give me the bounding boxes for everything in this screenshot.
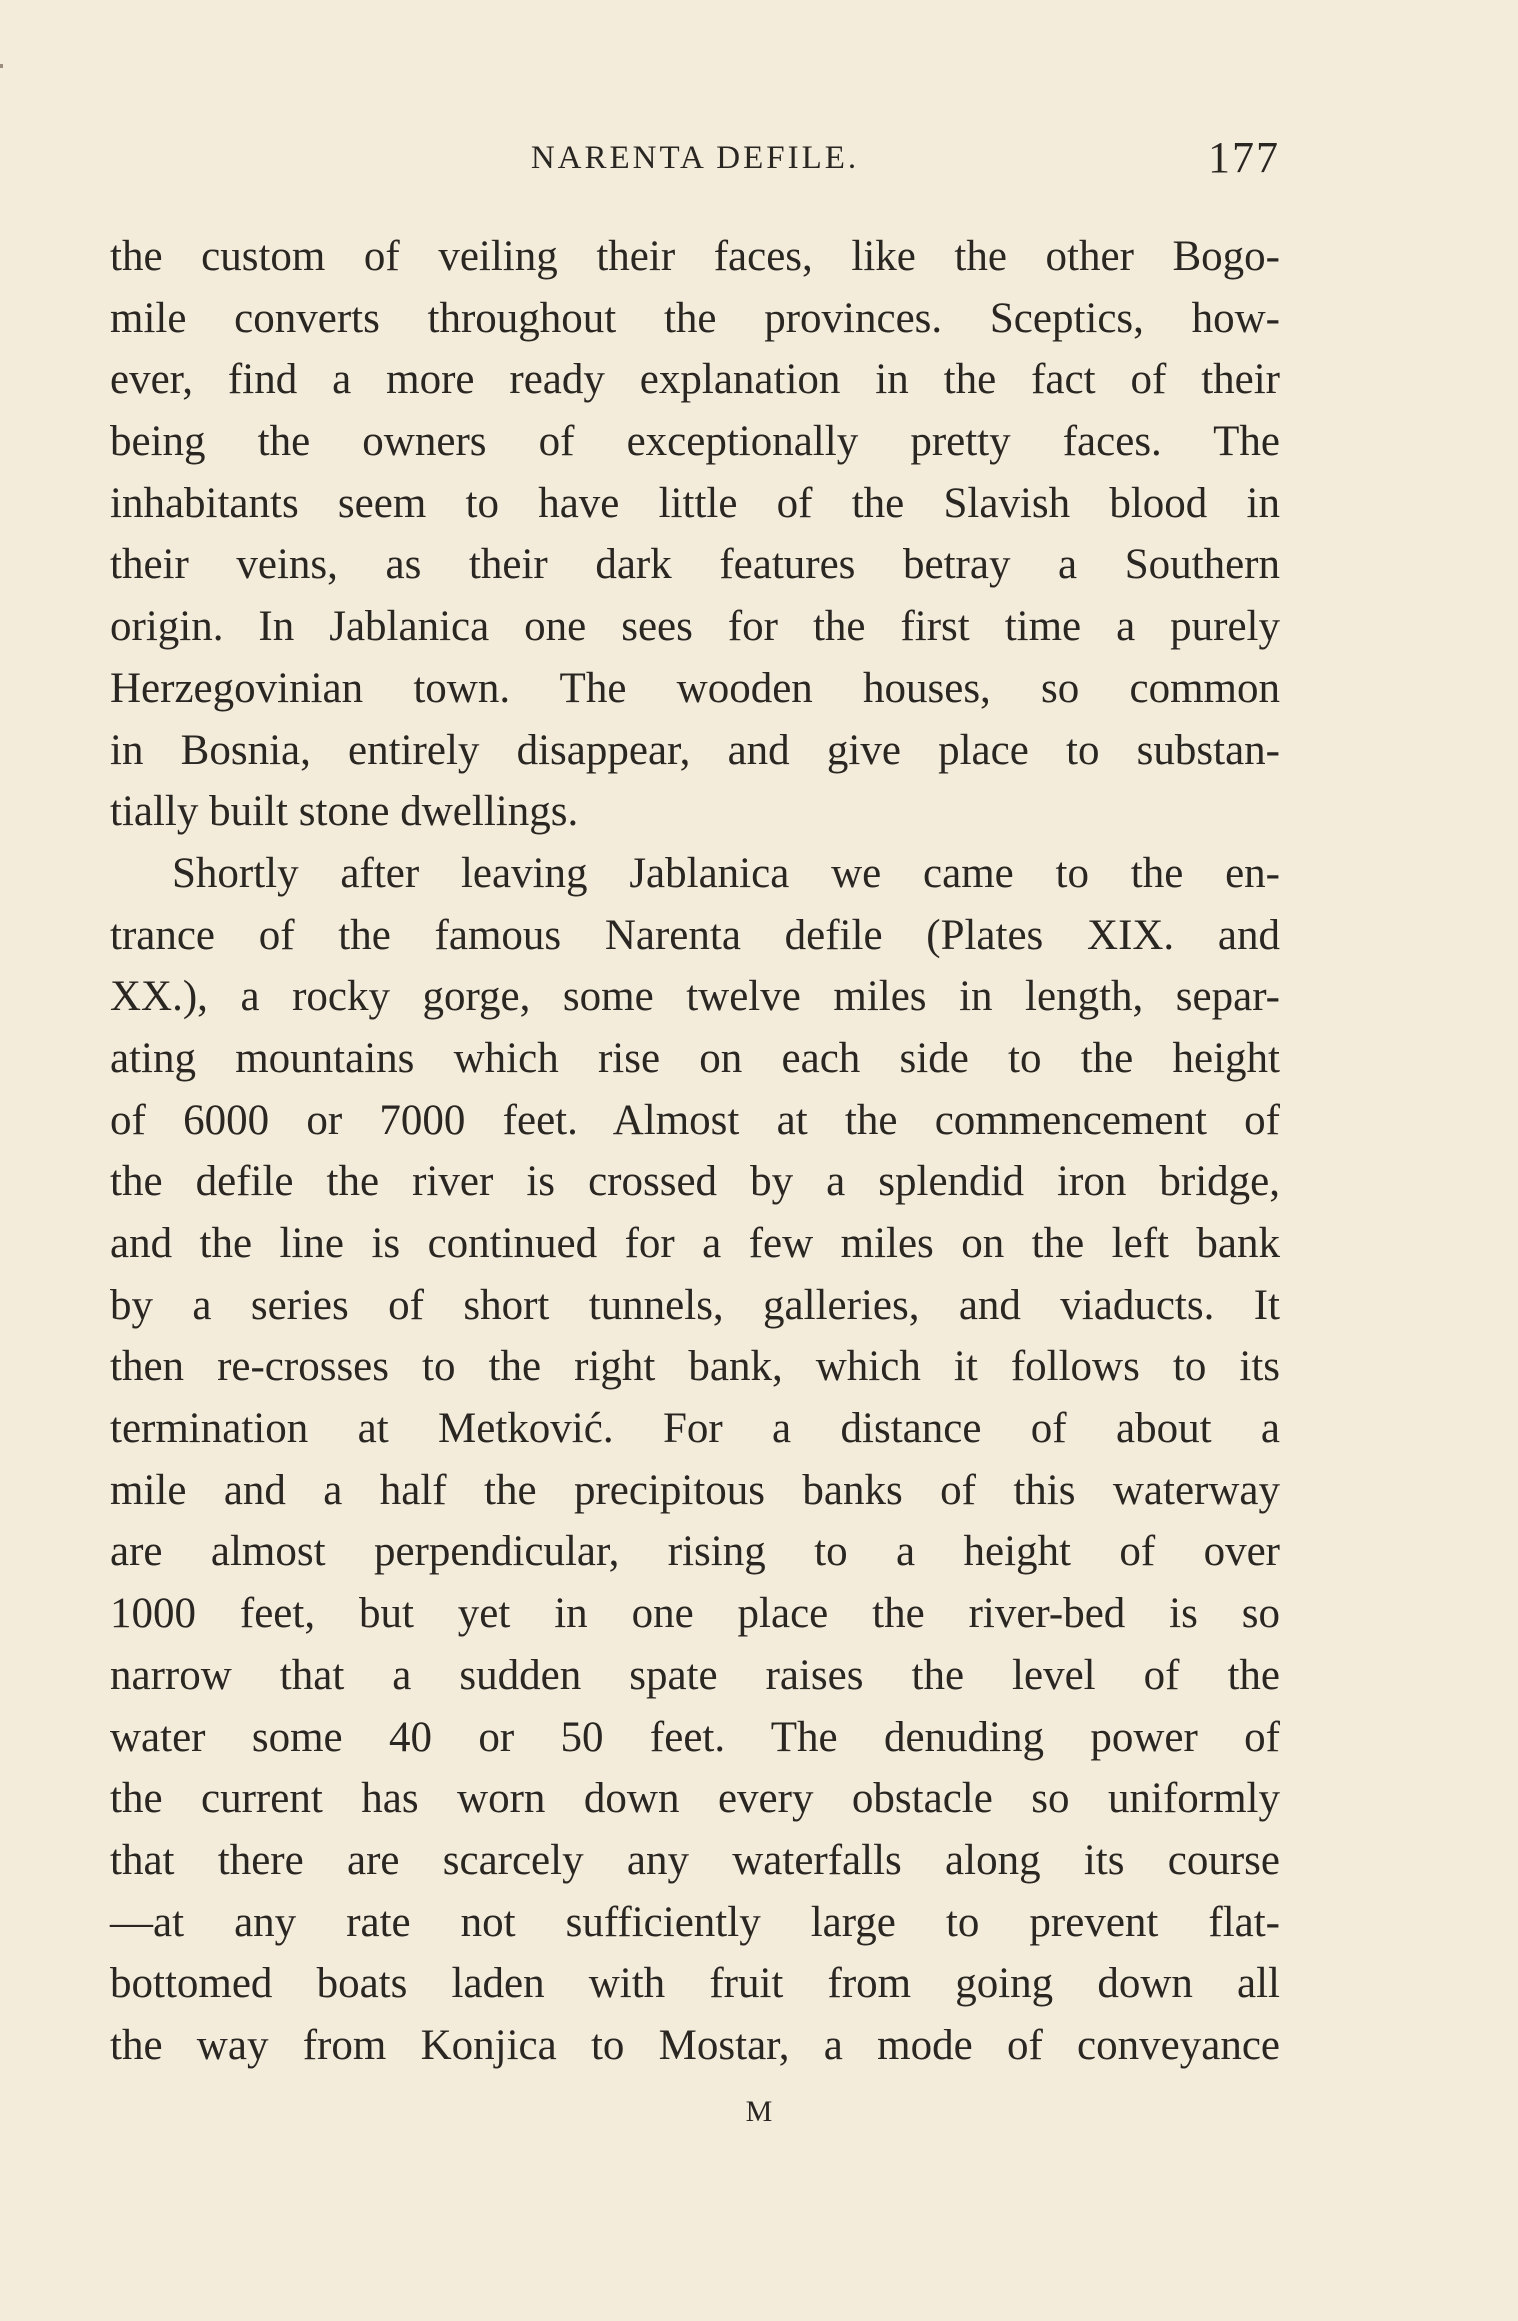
text-line: the custom of veiling their faces, like the other Bogo-: [110, 233, 1280, 280]
text-line: tially built stone dwellings.: [110, 788, 579, 836]
text-line: ever, find a more ready explanation in the fact of their: [110, 356, 1280, 404]
text-line: the current has worn down every obstacle so uniformly: [110, 1775, 1280, 1823]
body-text: [110, 226, 1280, 2077]
text-line: mile and a half the precipitous banks of this waterway: [110, 1466, 1280, 1514]
text-line: inhabitants seem to have little of the Slavish blood in: [110, 479, 1280, 527]
text-line: 1000 feet, but yet in one place the river-bed is so: [110, 1590, 1280, 1638]
text-line: termination at Metković. For a distance of about a: [110, 1405, 1280, 1453]
text-line: the defile the river is crossed by a splendid iron bridge,: [110, 1158, 1280, 1206]
paragraph-2: [110, 843, 1280, 2077]
scan-edge-mark: [0, 64, 3, 68]
text-line: their veins, as their dark features betray a Southern: [110, 541, 1280, 589]
text-line: XX.), a rocky gorge, some twelve miles in length, separ-: [110, 973, 1280, 1021]
text-line: that there are scarcely any waterfalls along its course: [110, 1836, 1280, 1884]
text-line: trance of the famous Narenta defile (Plates XIX. and: [110, 911, 1280, 959]
text-line: of 6000 or 7000 feet. Almost at the commencement of: [110, 1096, 1280, 1144]
running-head: NARENTA DEFILE.: [530, 140, 860, 176]
text-line: the way from Konjica to Mostar, a mode of conveyance: [110, 2021, 1280, 2069]
text-line: narrow that a sudden spate raises the level of the: [110, 1651, 1280, 1699]
text-line: ating mountains which rise on each side to the height: [110, 1034, 1280, 1082]
text-line: —at any rate not sufficiently large to prevent flat-: [110, 1898, 1280, 1946]
text-line: and the line is continued for a few miles on the left bank: [110, 1220, 1280, 1267]
text-line: being the owners of exceptionally pretty faces. The: [110, 418, 1280, 466]
text-line: water some 40 or 50 feet. The denuding power of: [110, 1713, 1280, 1761]
text-line: then re-crosses to the right bank, which it follows to its: [110, 1343, 1280, 1391]
text-line: bottomed boats laden with fruit from going down all: [110, 1960, 1280, 2008]
signature-mark: M: [745, 2095, 773, 2128]
text-line: by a series of short tunnels, galleries, and viaducts. It: [110, 1281, 1280, 1329]
page-number: 177: [1208, 133, 1280, 182]
text-line: Shortly after leaving Jablanica we came to the en-: [172, 849, 1280, 897]
text-line: in Bosnia, entirely disappear, and give place to substan-: [110, 726, 1280, 774]
paragraph-1: [110, 226, 1280, 843]
text-line: origin. In Jablanica one sees for the first time a purely: [110, 603, 1280, 651]
text-line: are almost perpendicular, rising to a height of over: [110, 1528, 1280, 1576]
page-header: [110, 128, 1280, 188]
text-line: mile converts throughout the provinces. Sceptics, how-: [110, 294, 1280, 342]
text-line: Herzegovinian town. The wooden houses, so common: [110, 664, 1280, 712]
